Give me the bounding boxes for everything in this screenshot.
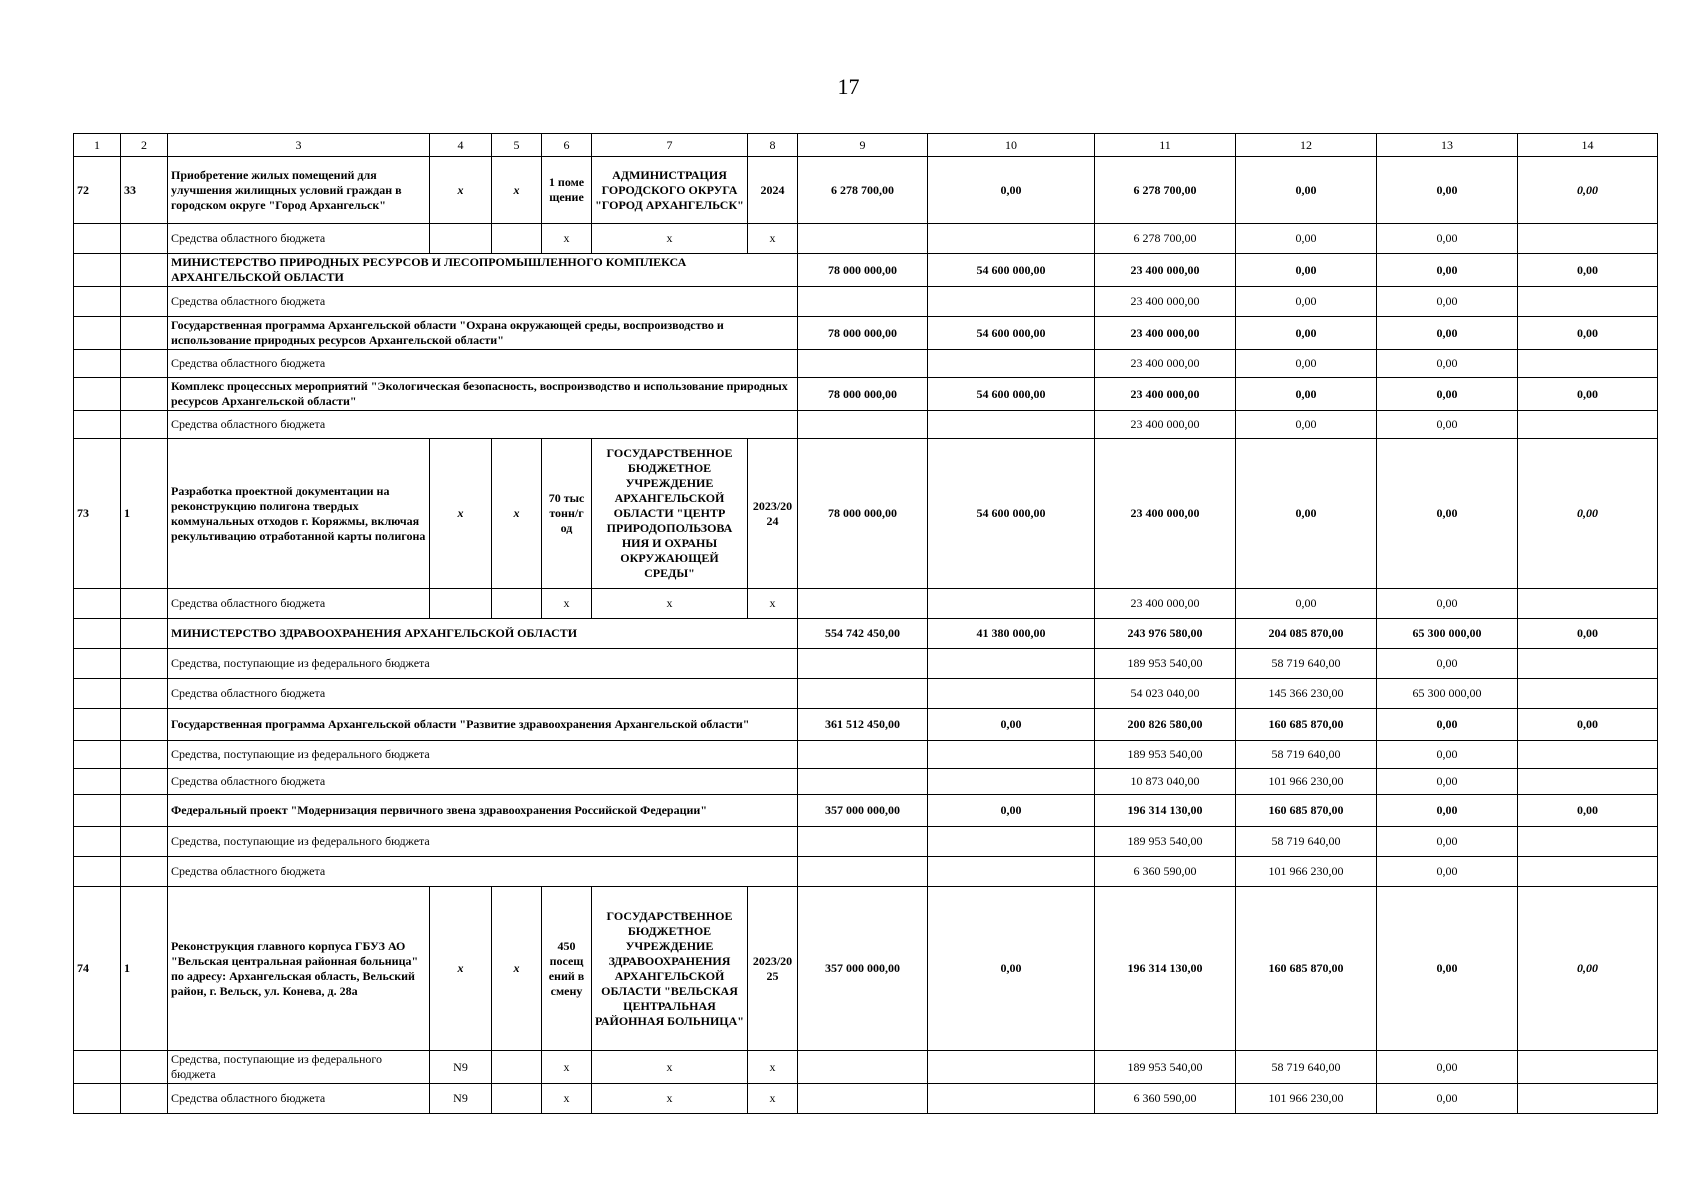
cell-project-title: Федеральный проект "Модернизация первичного звена здравоохранения Российской Федерации" <box>168 795 798 827</box>
cell-col12: 58 719 640,00 <box>1236 1051 1377 1084</box>
table-row <box>74 254 1658 287</box>
cell-col4: N9 <box>430 1051 492 1084</box>
cell-funding-source: Средства, поступающие из федерального бюджета <box>168 1051 430 1084</box>
column-header: 6 <box>542 134 592 157</box>
table-row <box>74 709 1658 741</box>
column-header: 5 <box>492 134 542 157</box>
cell-col11: 6 278 700,00 <box>1095 157 1236 224</box>
cell-col13: 0,00 <box>1377 411 1518 439</box>
cell-item-number: 33 <box>121 157 168 224</box>
cell-col11: 23 400 000,00 <box>1095 589 1236 619</box>
cell-col12: 0,00 <box>1236 411 1377 439</box>
column-header: 12 <box>1236 134 1377 157</box>
cell-row-number: 72 <box>74 157 121 224</box>
cell-total: 357 000 000,00 <box>798 795 928 827</box>
cell-col13: 0,00 <box>1377 1051 1518 1084</box>
cell-col11: 6 360 590,00 <box>1095 857 1236 887</box>
table-row <box>74 287 1658 317</box>
column-header: 1 <box>74 134 121 157</box>
table-row <box>74 1084 1658 1114</box>
cell-total: 554 742 450,00 <box>798 619 928 649</box>
table-row <box>74 795 1658 827</box>
table-row <box>74 619 1658 649</box>
cell-funding-source: Средства, поступающие из федерального бюджета <box>168 827 798 857</box>
cell-col11: 189 953 540,00 <box>1095 741 1236 769</box>
column-header: 7 <box>592 134 748 157</box>
cell-col11: 23 400 000,00 <box>1095 254 1236 287</box>
cell-funding-source: Средства областного бюджета <box>168 679 798 709</box>
cell-col11: 6 278 700,00 <box>1095 224 1236 254</box>
cell-col10: 54 600 000,00 <box>928 439 1095 589</box>
cell-col13: 0,00 <box>1377 649 1518 679</box>
cell-program-title: Государственная программа Архангельской области "Охрана окружающей среды, воспроизводство и использование природных ресурсов Архангельской области" <box>168 317 798 350</box>
cell-funding-source: Средства областного бюджета <box>168 589 430 619</box>
cell-program-title: Государственная программа Архангельской области "Развитие здравоохранения Архангельской области" <box>168 709 798 741</box>
page-number: 17 <box>837 74 860 99</box>
cell-funding-source: Средства, поступающие из федерального бюджета <box>168 741 798 769</box>
column-header: 8 <box>748 134 798 157</box>
cell-col10: 0,00 <box>928 795 1095 827</box>
cell-col12: 160 685 870,00 <box>1236 795 1377 827</box>
cell-col13: 0,00 <box>1377 1084 1518 1114</box>
cell-col11: 189 953 540,00 <box>1095 649 1236 679</box>
table-row <box>74 411 1658 439</box>
cell-object-name: Приобретение жилых помещений для улучшения жилищных условий граждан в городском округе "Город Архангельск" <box>168 157 430 224</box>
cell-col11: 23 400 000,00 <box>1095 287 1236 317</box>
cell-item-number: 1 <box>121 439 168 589</box>
table-row <box>74 350 1658 378</box>
cell-customer: ГОСУДАРСТВЕННОЕ БЮДЖЕТНОЕ УЧРЕЖДЕНИЕ ЗДРАВООХРАНЕНИЯ АРХАНГЕЛЬСКОЙ ОБЛАСТИ "ВЕЛЬСКАЯ ЦЕНТРАЛЬНАЯ РАЙОННАЯ БОЛЬНИЦА" <box>592 887 748 1051</box>
cell-col14: 0,00 <box>1518 709 1658 741</box>
table-row <box>74 317 1658 350</box>
cell-total: 78 000 000,00 <box>798 378 928 411</box>
cell-col11: 54 023 040,00 <box>1095 679 1236 709</box>
cell-complex-title: Комплекс процессных мероприятий "Экологическая безопасность, воспроизводство и использование природных ресурсов Архангельской области" <box>168 378 798 411</box>
cell-period: 2023/20 25 <box>748 887 798 1051</box>
cell-col12: 0,00 <box>1236 317 1377 350</box>
cell-col13: 0,00 <box>1377 857 1518 887</box>
table-row <box>74 741 1658 769</box>
cell-period: x <box>748 1051 798 1084</box>
cell-period: x <box>748 224 798 254</box>
cell-col14: 0,00 <box>1518 378 1658 411</box>
cell-col12: 0,00 <box>1236 157 1377 224</box>
table-row <box>74 857 1658 887</box>
cell-col10: 54 600 000,00 <box>928 317 1095 350</box>
cell-col10: 54 600 000,00 <box>928 378 1095 411</box>
cell-funding-source: Средства областного бюджета <box>168 1084 430 1114</box>
column-header: 14 <box>1518 134 1658 157</box>
cell-col11: 189 953 540,00 <box>1095 827 1236 857</box>
cell-customer: x <box>592 589 748 619</box>
cell-col13: 0,00 <box>1377 887 1518 1051</box>
table-row <box>74 827 1658 857</box>
cell-col12: 0,00 <box>1236 224 1377 254</box>
cell-col10: 0,00 <box>928 887 1095 1051</box>
cell-col11: 23 400 000,00 <box>1095 411 1236 439</box>
cell-col12: 0,00 <box>1236 589 1377 619</box>
cell-funding-source: Средства областного бюджета <box>168 350 798 378</box>
cell-col14: 0,00 <box>1518 439 1658 589</box>
cell-total: 78 000 000,00 <box>798 254 928 287</box>
cell-col11: 243 976 580,00 <box>1095 619 1236 649</box>
cell-col13: 0,00 <box>1377 827 1518 857</box>
cell-period: x <box>748 589 798 619</box>
cell-col12: 58 719 640,00 <box>1236 827 1377 857</box>
budget-table <box>73 133 1658 1114</box>
table-row <box>74 1051 1658 1084</box>
column-header: 10 <box>928 134 1095 157</box>
cell-col14: 0,00 <box>1518 619 1658 649</box>
cell-capacity: 70 тыс тонн/г од <box>542 439 592 589</box>
column-header: 2 <box>121 134 168 157</box>
cell-col10: 54 600 000,00 <box>928 254 1095 287</box>
cell-col14: 0,00 <box>1518 795 1658 827</box>
cell-col11: 23 400 000,00 <box>1095 439 1236 589</box>
cell-col5: x <box>492 157 542 224</box>
cell-item-number: 1 <box>121 887 168 1051</box>
cell-col12: 204 085 870,00 <box>1236 619 1377 649</box>
cell-funding-source: Средства областного бюджета <box>168 857 798 887</box>
cell-col11: 23 400 000,00 <box>1095 378 1236 411</box>
cell-col5: x <box>492 439 542 589</box>
cell-col13: 0,00 <box>1377 439 1518 589</box>
cell-customer: x <box>592 224 748 254</box>
cell-col13: 0,00 <box>1377 287 1518 317</box>
cell-col11: 189 953 540,00 <box>1095 1051 1236 1084</box>
cell-col13: 65 300 000,00 <box>1377 679 1518 709</box>
table-row <box>74 769 1658 795</box>
cell-customer: x <box>592 1084 748 1114</box>
cell-total: 357 000 000,00 <box>798 887 928 1051</box>
cell-col11: 6 360 590,00 <box>1095 1084 1236 1114</box>
cell-col4: x <box>430 157 492 224</box>
table-row <box>74 649 1658 679</box>
cell-col12: 58 719 640,00 <box>1236 649 1377 679</box>
cell-row-number: 73 <box>74 439 121 589</box>
cell-col13: 0,00 <box>1377 589 1518 619</box>
cell-customer: x <box>592 1051 748 1084</box>
cell-total: 6 278 700,00 <box>798 157 928 224</box>
cell-col14: 0,00 <box>1518 157 1658 224</box>
cell-col14: 0,00 <box>1518 887 1658 1051</box>
cell-col12: 101 966 230,00 <box>1236 769 1377 795</box>
table-row <box>74 157 1658 224</box>
cell-capacity: x <box>542 589 592 619</box>
cell-col13: 0,00 <box>1377 795 1518 827</box>
cell-col11: 23 400 000,00 <box>1095 350 1236 378</box>
cell-col11: 10 873 040,00 <box>1095 769 1236 795</box>
table-row <box>74 378 1658 411</box>
table-row <box>74 439 1658 589</box>
cell-col13: 0,00 <box>1377 709 1518 741</box>
cell-customer: АДМИНИСТРАЦИЯ ГОРОДСКОГО ОКРУГА "ГОРОД АРХАНГЕЛЬСК" <box>592 157 748 224</box>
cell-funding-source: Средства областного бюджета <box>168 769 798 795</box>
cell-capacity: 450 посещ ений в смену <box>542 887 592 1051</box>
cell-total: 78 000 000,00 <box>798 439 928 589</box>
cell-col12: 0,00 <box>1236 254 1377 287</box>
cell-capacity: x <box>542 1051 592 1084</box>
cell-row-number: 74 <box>74 887 121 1051</box>
cell-col12: 58 719 640,00 <box>1236 741 1377 769</box>
cell-col14: 0,00 <box>1518 317 1658 350</box>
table-row <box>74 224 1658 254</box>
cell-col11: 196 314 130,00 <box>1095 795 1236 827</box>
column-header: 4 <box>430 134 492 157</box>
cell-col5: x <box>492 887 542 1051</box>
cell-col13: 0,00 <box>1377 741 1518 769</box>
cell-col12: 0,00 <box>1236 378 1377 411</box>
header-row <box>74 134 1658 157</box>
cell-section-title: МИНИСТЕРСТВО ЗДРАВООХРАНЕНИЯ АРХАНГЕЛЬСКОЙ ОБЛАСТИ <box>168 619 798 649</box>
cell-col11: 23 400 000,00 <box>1095 317 1236 350</box>
cell-object-name: Разработка проектной документации на реконструкцию полигона твердых коммунальных отходов г. Коряжмы, включая рекультивацию отработанной карты полигона <box>168 439 430 589</box>
table-row <box>74 589 1658 619</box>
cell-funding-source: Средства областного бюджета <box>168 224 430 254</box>
column-header: 11 <box>1095 134 1236 157</box>
cell-section-title: МИНИСТЕРСТВО ПРИРОДНЫХ РЕСУРСОВ И ЛЕСОПРОМЫШЛЕННОГО КОМПЛЕКСА АРХАНГЕЛЬСКОЙ ОБЛАСТИ <box>168 254 798 287</box>
cell-col13: 0,00 <box>1377 157 1518 224</box>
cell-col4: x <box>430 887 492 1051</box>
cell-col13: 0,00 <box>1377 769 1518 795</box>
cell-customer: ГОСУДАРСТВЕННОЕ БЮДЖЕТНОЕ УЧРЕЖДЕНИЕ АРХАНГЕЛЬСКОЙ ОБЛАСТИ "ЦЕНТР ПРИРОДОПОЛЬЗОВА НИЯ И ОХРАНЫ ОКРУЖАЮЩЕЙ СРЕДЫ" <box>592 439 748 589</box>
cell-col13: 0,00 <box>1377 317 1518 350</box>
cell-capacity: 1 поме щение <box>542 157 592 224</box>
cell-col12: 101 966 230,00 <box>1236 857 1377 887</box>
cell-col12: 145 366 230,00 <box>1236 679 1377 709</box>
cell-col10: 41 380 000,00 <box>928 619 1095 649</box>
cell-object-name: Реконструкция главного корпуса ГБУЗ АО "Вельская центральная районная больница" по адресу: Архангельская область, Вельский район, г. Вельск, ул. Конева, д. 28а <box>168 887 430 1051</box>
cell-col12: 0,00 <box>1236 287 1377 317</box>
cell-col12: 0,00 <box>1236 439 1377 589</box>
cell-col4: x <box>430 439 492 589</box>
cell-col12: 0,00 <box>1236 350 1377 378</box>
cell-col13: 0,00 <box>1377 254 1518 287</box>
column-header: 3 <box>168 134 430 157</box>
cell-capacity: x <box>542 1084 592 1114</box>
cell-col13: 0,00 <box>1377 224 1518 254</box>
cell-period: x <box>748 1084 798 1114</box>
cell-col10: 0,00 <box>928 709 1095 741</box>
table-row <box>74 887 1658 1051</box>
cell-col11: 200 826 580,00 <box>1095 709 1236 741</box>
column-header: 9 <box>798 134 928 157</box>
cell-period: 2023/20 24 <box>748 439 798 589</box>
cell-period: 2024 <box>748 157 798 224</box>
cell-total: 361 512 450,00 <box>798 709 928 741</box>
cell-col13: 0,00 <box>1377 378 1518 411</box>
cell-funding-source: Средства, поступающие из федерального бюджета <box>168 649 798 679</box>
cell-col11: 196 314 130,00 <box>1095 887 1236 1051</box>
cell-funding-source: Средства областного бюджета <box>168 411 798 439</box>
cell-funding-source: Средства областного бюджета <box>168 287 798 317</box>
cell-col12: 101 966 230,00 <box>1236 1084 1377 1114</box>
cell-col12: 160 685 870,00 <box>1236 709 1377 741</box>
cell-col4: N9 <box>430 1084 492 1114</box>
cell-col10: 0,00 <box>928 157 1095 224</box>
column-header: 13 <box>1377 134 1518 157</box>
cell-col13: 65 300 000,00 <box>1377 619 1518 649</box>
cell-col12: 160 685 870,00 <box>1236 887 1377 1051</box>
cell-capacity: x <box>542 224 592 254</box>
cell-col14: 0,00 <box>1518 254 1658 287</box>
table-row <box>74 679 1658 709</box>
cell-total: 78 000 000,00 <box>798 317 928 350</box>
cell-col13: 0,00 <box>1377 350 1518 378</box>
